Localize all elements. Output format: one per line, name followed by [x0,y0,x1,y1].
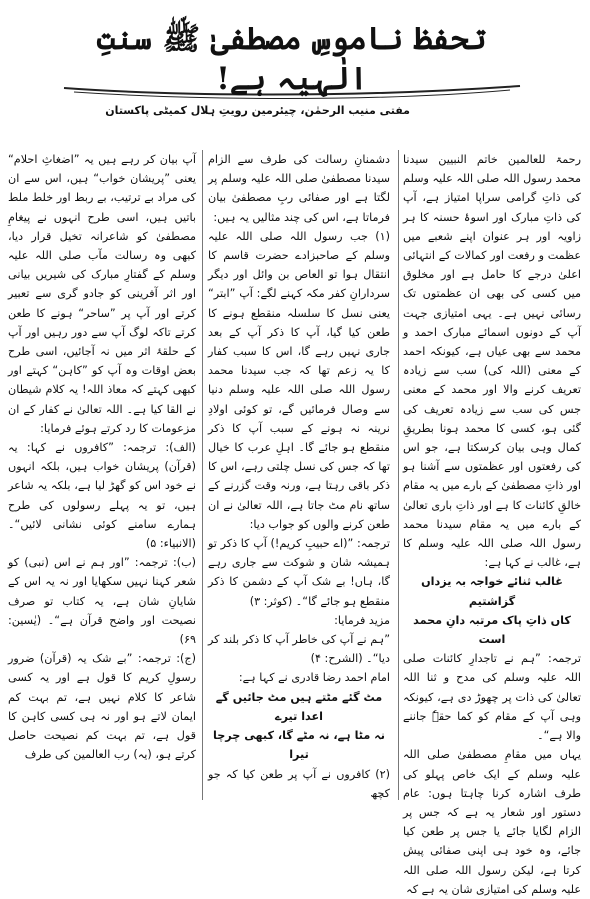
paragraph: دشمنانِ رسالت کی طرف سے الزام سیدنا مصطفیٰ صلی اللہ علیہ وسلم پر لگتا ہے اور صفائی ربِ مصطفیٰ بیان فرماتا ہے، اس کی چند مثالیں یہ ہیں: [208,153,390,224]
paragraph: ترجمہ: ”(اے حبیبِ کریم!) آپ کا ذکر تو ہمیشہ شان و شوکت سے جاری رہے گا، ہاں! بے شک آپ کے دشمن کا ذکر منقطع ہو جائے گا“۔ (کوثر: ۳) [208,537,390,608]
paragraph: آپ بیان کر رہے ہیں یہ ”اضغاثِ احلام“ یعنی ”پریشان خواب“ ہیں، اس سے ان کی مراد بے ترتیب، بے ربط اور خلط ملط باتیں ہیں، اسی طرح انہوں نے پیغامِ مصطفیٰ کو شاعرانہ تخیل قرار دیا، کبھی وہ رسالت مآب صلی اللہ علیہ وسلم کے گفتارِ مبارک کی شیریں بیانی اور اثر آفرینی کو جادو گری سے تعبیر کرتے اور آپ پر ”ساحر“ ہونے کا طعن کرتے تاکہ لوگ آپ سے دور رہیں اور آپ کے حلقۂ اثر میں نہ آجائیں، اسی طرح بعض اوقات وہ آپ کو ”کاہن“ کہتے اور کبھی کہتے کہ معاذ اللہ! یہ کلام شیطان نے القا کیا ہے۔ اللہ تعالیٰ نے کفار کے ان مزعومات کا رد کرتے ہوئے فرمایا: [8,153,196,435]
headline-banner [54,18,530,100]
text-column-left [8,150,196,765]
article-byline: مفتی منیب الرحمٰن، چیئرمین رویتِ ہلال کمیٹی پاکستان [105,104,410,117]
verse-line: مٹ گئے مٹتے ہیں مٹ جائیں گے اعدا تیرے [215,690,383,723]
text-column-right [403,150,581,899]
verse-line: نہ مٹا ہے، نہ مٹے گا، کبھی چرچا تیرا [213,729,385,762]
verse-line: کاں ذاتِ پاک مرتبہ دانِ محمد است [413,613,571,647]
verse-line: غالب ثنائے خواجہ بہ یزداں گزاشتیم [421,575,563,608]
paragraph: یہاں میں مقامِ مصطفیٰ صلی اللہ علیہ وسلم کے ایک خاص پہلو کی طرف اشارہ کرنا چاہتا ہوں: عام دستور اور شعار یہ ہے کہ جس پر الزام لگایا جائے یا جس پر طعن کیا جائے، وہ خود ہی اپنی صفائی پیش کرتا ہے، لیکن رسول اللہ صلی اللہ علیہ وسلم کی امتیازی شان یہ ہے کہ [403,748,581,896]
paragraph: (الف): ترجمہ: ”کافروں نے کہا: یہ (قرآن) پریشان خواب ہیں، بلکہ انہوں نے خود اس کو گھڑ لیا ہے، بلکہ یہ شاعر ہیں، تو یہ پہلے رسولوں کی طرح ہمارے سامنے کوئی نشانی لائیں“۔ (الانبیاء: ۵) [8,441,196,551]
paragraph: ترجمہ: ”ہم نے تاجدارِ کائنات صلی اللہ علیہ وسلم کی مدح و ثنا اللہ تعالیٰ کی ذات پر چھوڑ دی ہے، کیونکہ وہی آپ کے مقام کو کما حقہٗ جاننے والا ہے“۔ [403,652,581,743]
paragraph: (ب): ترجمہ: ”اور ہم نے اس (نبی) کو شعر کہنا نہیں سکھایا اور نہ یہ اس کے شایانِ شان ہے، یہ کتاب تو صرف نصیحت اور واضح قرآن ہے“۔ (یٰسین: ۶۹) [8,556,196,647]
paragraph: مزید فرمایا: [334,613,390,627]
column-divider [202,150,203,800]
column-divider [398,150,399,800]
paragraph: (۱) جب رسول اللہ صلی اللہ علیہ وسلم کے صاحبزادے حضرت قاسم کا انتقال ہوا تو العاص بن وائل اور دیگر سردارانِ کفر مکہ کہنے لگے: آپ ”ابتر“ یعنی نسل کا سلسلہ منقطع ہونے کا طعن کیا گیا، آپ کا ذکر آپ کے بعد جاری نہیں رہے گا، اس کا سبب کفار کا یہ زعم تھا کہ جب سیدنا محمد رسول اللہ صلی اللہ علیہ وسلم دنیا سے وصال فرمائیں گے، تو کوئی اولادِ نرینہ نہ ہونے کے سبب آپ کا ذکر منقطع ہو جائے گا۔ اہلِ عرب کا خیال تھا کہ جس کی نسل چلتی رہے، اس کا ذکر باقی رہتا ہے، ورنہ وقت گزرنے کے ساتھ نام مٹ جاتا ہے، اللہ تعالیٰ نے ان طعن کرنے والوں کو جواب دیا: [208,229,390,531]
paragraph: (۲) کافروں نے آپ پر طعن کیا کہ جو کچھ [208,767,390,800]
paragraph: (ج): ترجمہ: ”بے شک یہ (قرآن) ضرور رسولِ کریم کا قول ہے اور یہ کسی شاعر کا کلام نہیں ہے، تم بہت کم ایمان لاتے ہو اور نہ ہی کسی کاہن کا قول ہے، تم بہت کم نصیحت حاصل کرتے ہو، (یہ) رب العالمین کی طرف [8,652,196,762]
paragraph: رحمۃ للعالمین خاتم النبیین سیدنا محمد رسول اللہ صلی اللہ علیہ وسلم کی ذاتِ گرامی سراپا امتیاز ہے، آپ کی ذاتِ مبارک اور اسوۂ حسنہ کا ہر زاویہ اور ہر عنوان اپنے شعبے میں عظمت و رفعت اور کمالات کے انتہائی اعلیٰ درجے کا حامل ہے اور مخلوق میں کسی کی بھی ان عظمتوں تک رسائی نہیں ہے۔ یہی امتیازی جہت آپ کے دونوں اسمائے مبارک احمد و محمد سے بھی عیاں ہے، کیونکہ احمد کے معنی (اللہ کی) سب سے زیادہ تعریف کرنے والا اور محمد کے معنی جس کی سب سے زیادہ تعریف کی گئی ہو، کسی کا محمد ہونا بطریقِ کمال وہی بیان کرسکتا ہے، جو اس کی رفعتوں اور عظمتوں سے آشنا ہو اور ذاتِ مصطفیٰ کے بارے میں یہ مقام خالقِ کائنات کا ہے اور ذاتِ باری تعالیٰ کے بارے میں یہ مقام سیدنا محمد رسول اللہ صلی اللہ علیہ وسلم کا ہے، غالب نے کہا ہے: [403,153,581,570]
paragraph: امام احمد رضا قادری نے کہا ہے: [238,671,390,685]
article-headline: تحفظ ناموسِ مصطفیٰ ﷺ سنتِ الٰہیہ ہے! [97,21,487,97]
text-column-middle [208,150,390,803]
paragraph: ”ہم نے آپ کی خاطر آپ کا ذکر بلند کر دیا“۔ (الشرح: ۴) [208,633,390,666]
